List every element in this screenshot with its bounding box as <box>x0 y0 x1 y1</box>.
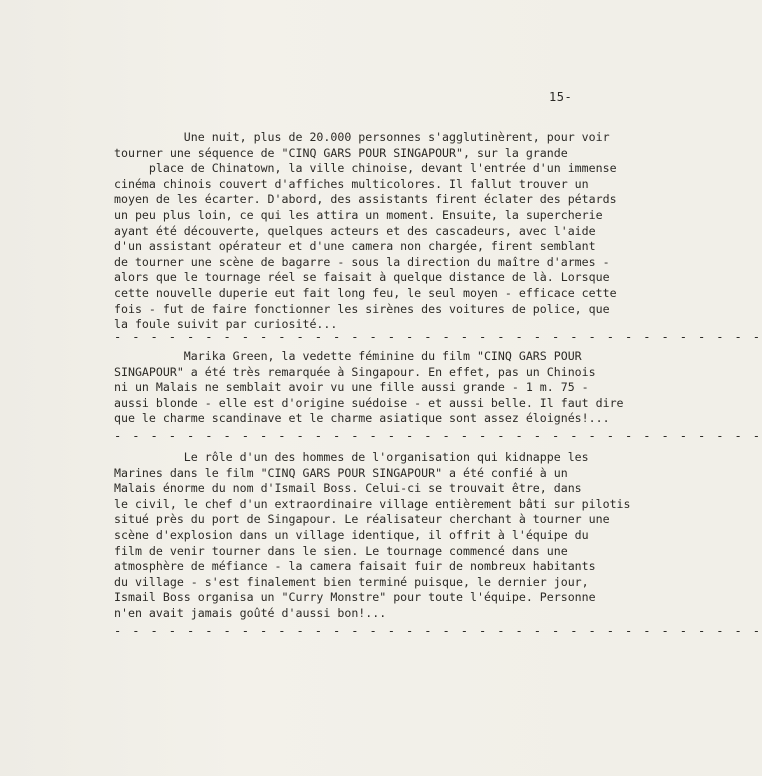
paragraph-line: SINGAPOUR" a été très remarquée à Singapour. En effet, pas un Chinois <box>114 364 596 379</box>
paragraph-line: moyen de les écarter. D'abord, des assistants firent éclater des pétards <box>114 192 617 207</box>
paragraph-ismail-boss <box>114 450 631 622</box>
paragraph-line: Marines dans le film "CINQ GARS POUR SINGAPOUR" a été confié à un <box>114 465 568 480</box>
dashed-separator: - - - - - - - - - - - - - - - - - - - - - - - - - - - - - - - - - - - - <box>114 330 762 344</box>
paragraph-line: place de Chinatown, la ville chinoise, devant l'entrée d'un immense <box>114 161 617 176</box>
paragraph-line: Marika Green, la vedette féminine du film "CINQ GARS POUR <box>114 349 582 363</box>
dashed-separator: - - - - - - - - - - - - - - - - - - - - - - - - - - - - - - - - - - - - <box>114 624 762 638</box>
paragraph-line: film de venir tourner dans le sien. Le tournage commencé dans une <box>114 543 568 558</box>
paragraph-line: fois - fut de faire fonctionner les sirènes des voitures de police, que <box>114 301 610 316</box>
paragraph-line: un peu plus loin, ce qui les attira un moment. Ensuite, la supercherie <box>114 207 603 222</box>
dashed-separator: - - - - - - - - - - - - - - - - - - - - - - - - - - - - - - - - - - - - <box>114 429 762 443</box>
paragraph-line: d'un assistant opérateur et d'une camera non chargée, firent semblant <box>114 239 596 254</box>
paragraph-line: Le rôle d'un des hommes de l'organisation qui kidnappe les <box>114 450 589 464</box>
page-number: 15- <box>549 90 573 104</box>
paragraph-line: du village - s'est finalement bien terminé puisque, le dernier jour, <box>114 574 589 589</box>
paragraph-night-shoot <box>114 130 617 333</box>
paragraph-line: Malais énorme du nom d'Ismail Boss. Celui-ci se trouvait être, dans <box>114 481 582 496</box>
paragraph-line: aussi blonde - elle est d'origine suédoise - et aussi belle. Il faut dire <box>114 395 624 410</box>
paragraph-marika-green <box>114 349 624 427</box>
paragraph-line: atmosphère de méfiance - la camera faisait fuir de nombreux habitants <box>114 559 596 574</box>
paragraph-line: cette nouvelle duperie eut fait long feu, le seul moyen - efficace cette <box>114 285 617 300</box>
paragraph-line: la foule suivit par curiosité... <box>114 317 338 332</box>
paragraph-line: ayant été découverte, quelques acteurs et des cascadeurs, avec l'aide <box>114 223 596 238</box>
paragraph-line: de tourner une scène de bagarre - sous la direction du maître d'armes - <box>114 254 610 269</box>
paragraph-line: que le charme scandinave et le charme asiatique sont assez éloignés!... <box>114 411 610 426</box>
paragraph-line: scène d'explosion dans un village identique, il offrit à l'équipe du <box>114 527 589 542</box>
paragraph-line: ni un Malais ne semblait avoir vu une fille aussi grande - 1 m. 75 - <box>114 380 589 395</box>
paragraph-line: n'en avait jamais goûté d'aussi bon!... <box>114 605 387 620</box>
paragraph-line: le civil, le chef d'un extraordinaire village entièrement bâti sur pilotis <box>114 496 631 511</box>
paragraph-line: tourner une séquence de "CINQ GARS POUR SINGAPOUR", sur la grande <box>114 145 568 160</box>
paragraph-line: alors que le tournage réel se faisait à quelque distance de là. Lorsque <box>114 270 610 285</box>
paragraph-line: cinéma chinois couvert d'affiches multicolores. Il fallut trouver un <box>114 176 589 191</box>
paragraph-line: situé près du port de Singapour. Le réalisateur cherchant à tourner une <box>114 512 610 527</box>
paragraph-line: Ismail Boss organisa un "Curry Monstre" pour toute l'équipe. Personne <box>114 590 596 605</box>
paragraph-line: Une nuit, plus de 20.000 personnes s'agglutinèrent, pour voir <box>114 130 610 144</box>
